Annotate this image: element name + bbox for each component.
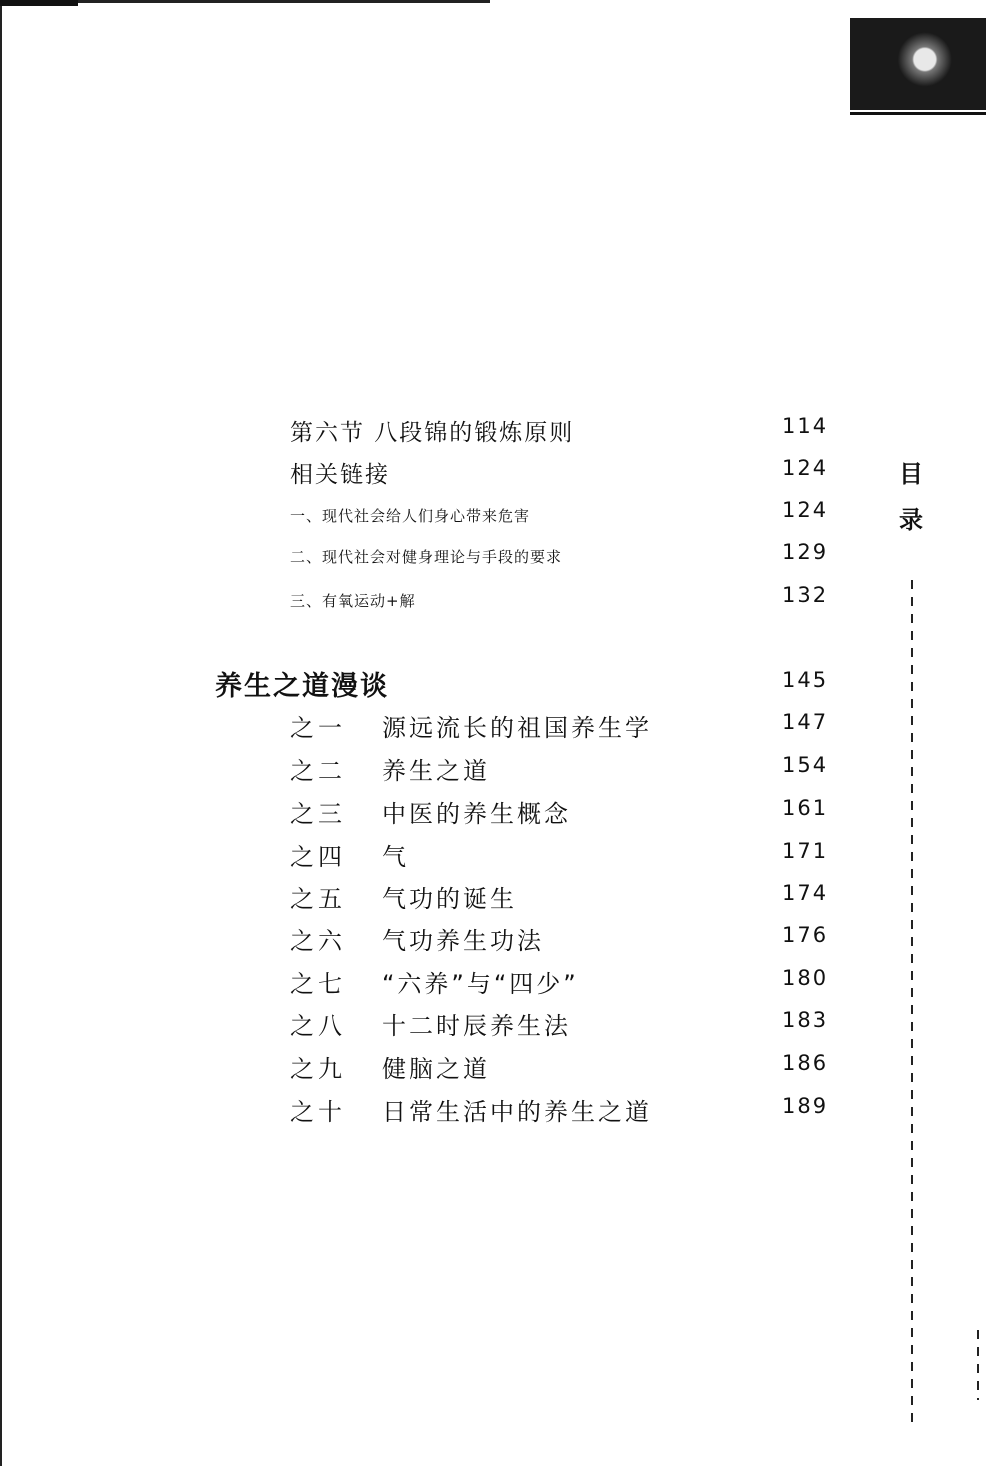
toc-subsection-title: 二、现代社会对健身理论与手段的要求 [290,548,563,566]
toc-subsection-page: 129 [782,540,829,564]
toc-entry-page: 174 [782,881,829,905]
toc-entry [0,1006,990,1040]
toc-entry-number: 之六 [290,927,346,955]
toc-entry [0,708,990,742]
toc-subsection-page: 124 [782,498,829,522]
toc-part-page: 145 [782,668,829,692]
toc-entry-page: 183 [782,1008,829,1032]
toc-entry-number: 之二 [290,757,346,785]
toc-entry-title: 中医的养生概念 [382,800,571,828]
toc-entry-page: 171 [782,839,829,863]
toc-entry-page: 161 [782,796,829,820]
toc-entry [0,794,990,828]
toc-entry-number: 之十 [290,1098,346,1126]
toc-entry-number: 之三 [290,800,346,828]
toc-section-page: 114 [782,414,829,438]
toc-entry [0,1092,990,1126]
top-edge-rule [0,0,78,6]
toc-entry-title: “六养”与“四少” [382,970,579,998]
toc-entry-page: 189 [782,1094,829,1118]
toc-part-title: 养生之道漫谈 [215,671,389,702]
toc-entry-title: 源远流长的祖国养生学 [382,714,652,742]
toc-entry-title: 气功养生功法 [382,927,544,955]
toc-entry-number: 之五 [290,885,346,913]
toc-subsection-title: 一、现代社会给人们身心带来危害 [290,507,531,525]
toc-section-title: 相关链接 [290,462,390,488]
toc-entry-page: 186 [782,1051,829,1075]
sidebar-label-char: 录 [899,506,923,534]
toc-entry-title: 气 [382,843,409,871]
toc-entry-page: 154 [782,753,829,777]
top-rule [78,0,490,3]
toc-entry-page: 176 [782,923,829,947]
toc-entry [0,751,990,785]
toc-section-page: 124 [782,456,829,480]
edge-dashed-guide [977,1330,979,1400]
toc-entry-number: 之九 [290,1055,346,1083]
toc-entry-number: 之七 [290,970,346,998]
toc-entry-page: 147 [782,710,829,734]
toc-entry-title: 十二时辰养生法 [382,1012,571,1040]
toc-entry [0,837,990,871]
toc-entry [0,964,990,998]
toc-section-title: 第六节 八段锦的锻炼原则 [290,420,575,446]
toc-entry-page: 180 [782,966,829,990]
toc-entry [0,879,990,913]
toc-entry-title: 日常生活中的养生之道 [382,1098,652,1126]
toc-entry-number: 之八 [290,1012,346,1040]
toc-subsection-title: 三、有氧运动+解 [290,592,416,610]
toc-entry-title: 气功的诞生 [382,885,517,913]
toc-entry [0,1049,990,1083]
sidebar-dashed-guide [911,580,913,1430]
header-photo-rule [850,112,986,115]
toc-entry-title: 养生之道 [382,757,490,785]
header-photo [850,18,986,110]
toc-entry-title: 健脑之道 [382,1055,490,1083]
toc-entry [0,921,990,955]
toc-subsection-page: 132 [782,583,829,607]
sidebar-label-char: 目 [899,460,923,488]
toc-entry-number: 之四 [290,843,346,871]
toc-entry-number: 之一 [290,714,346,742]
